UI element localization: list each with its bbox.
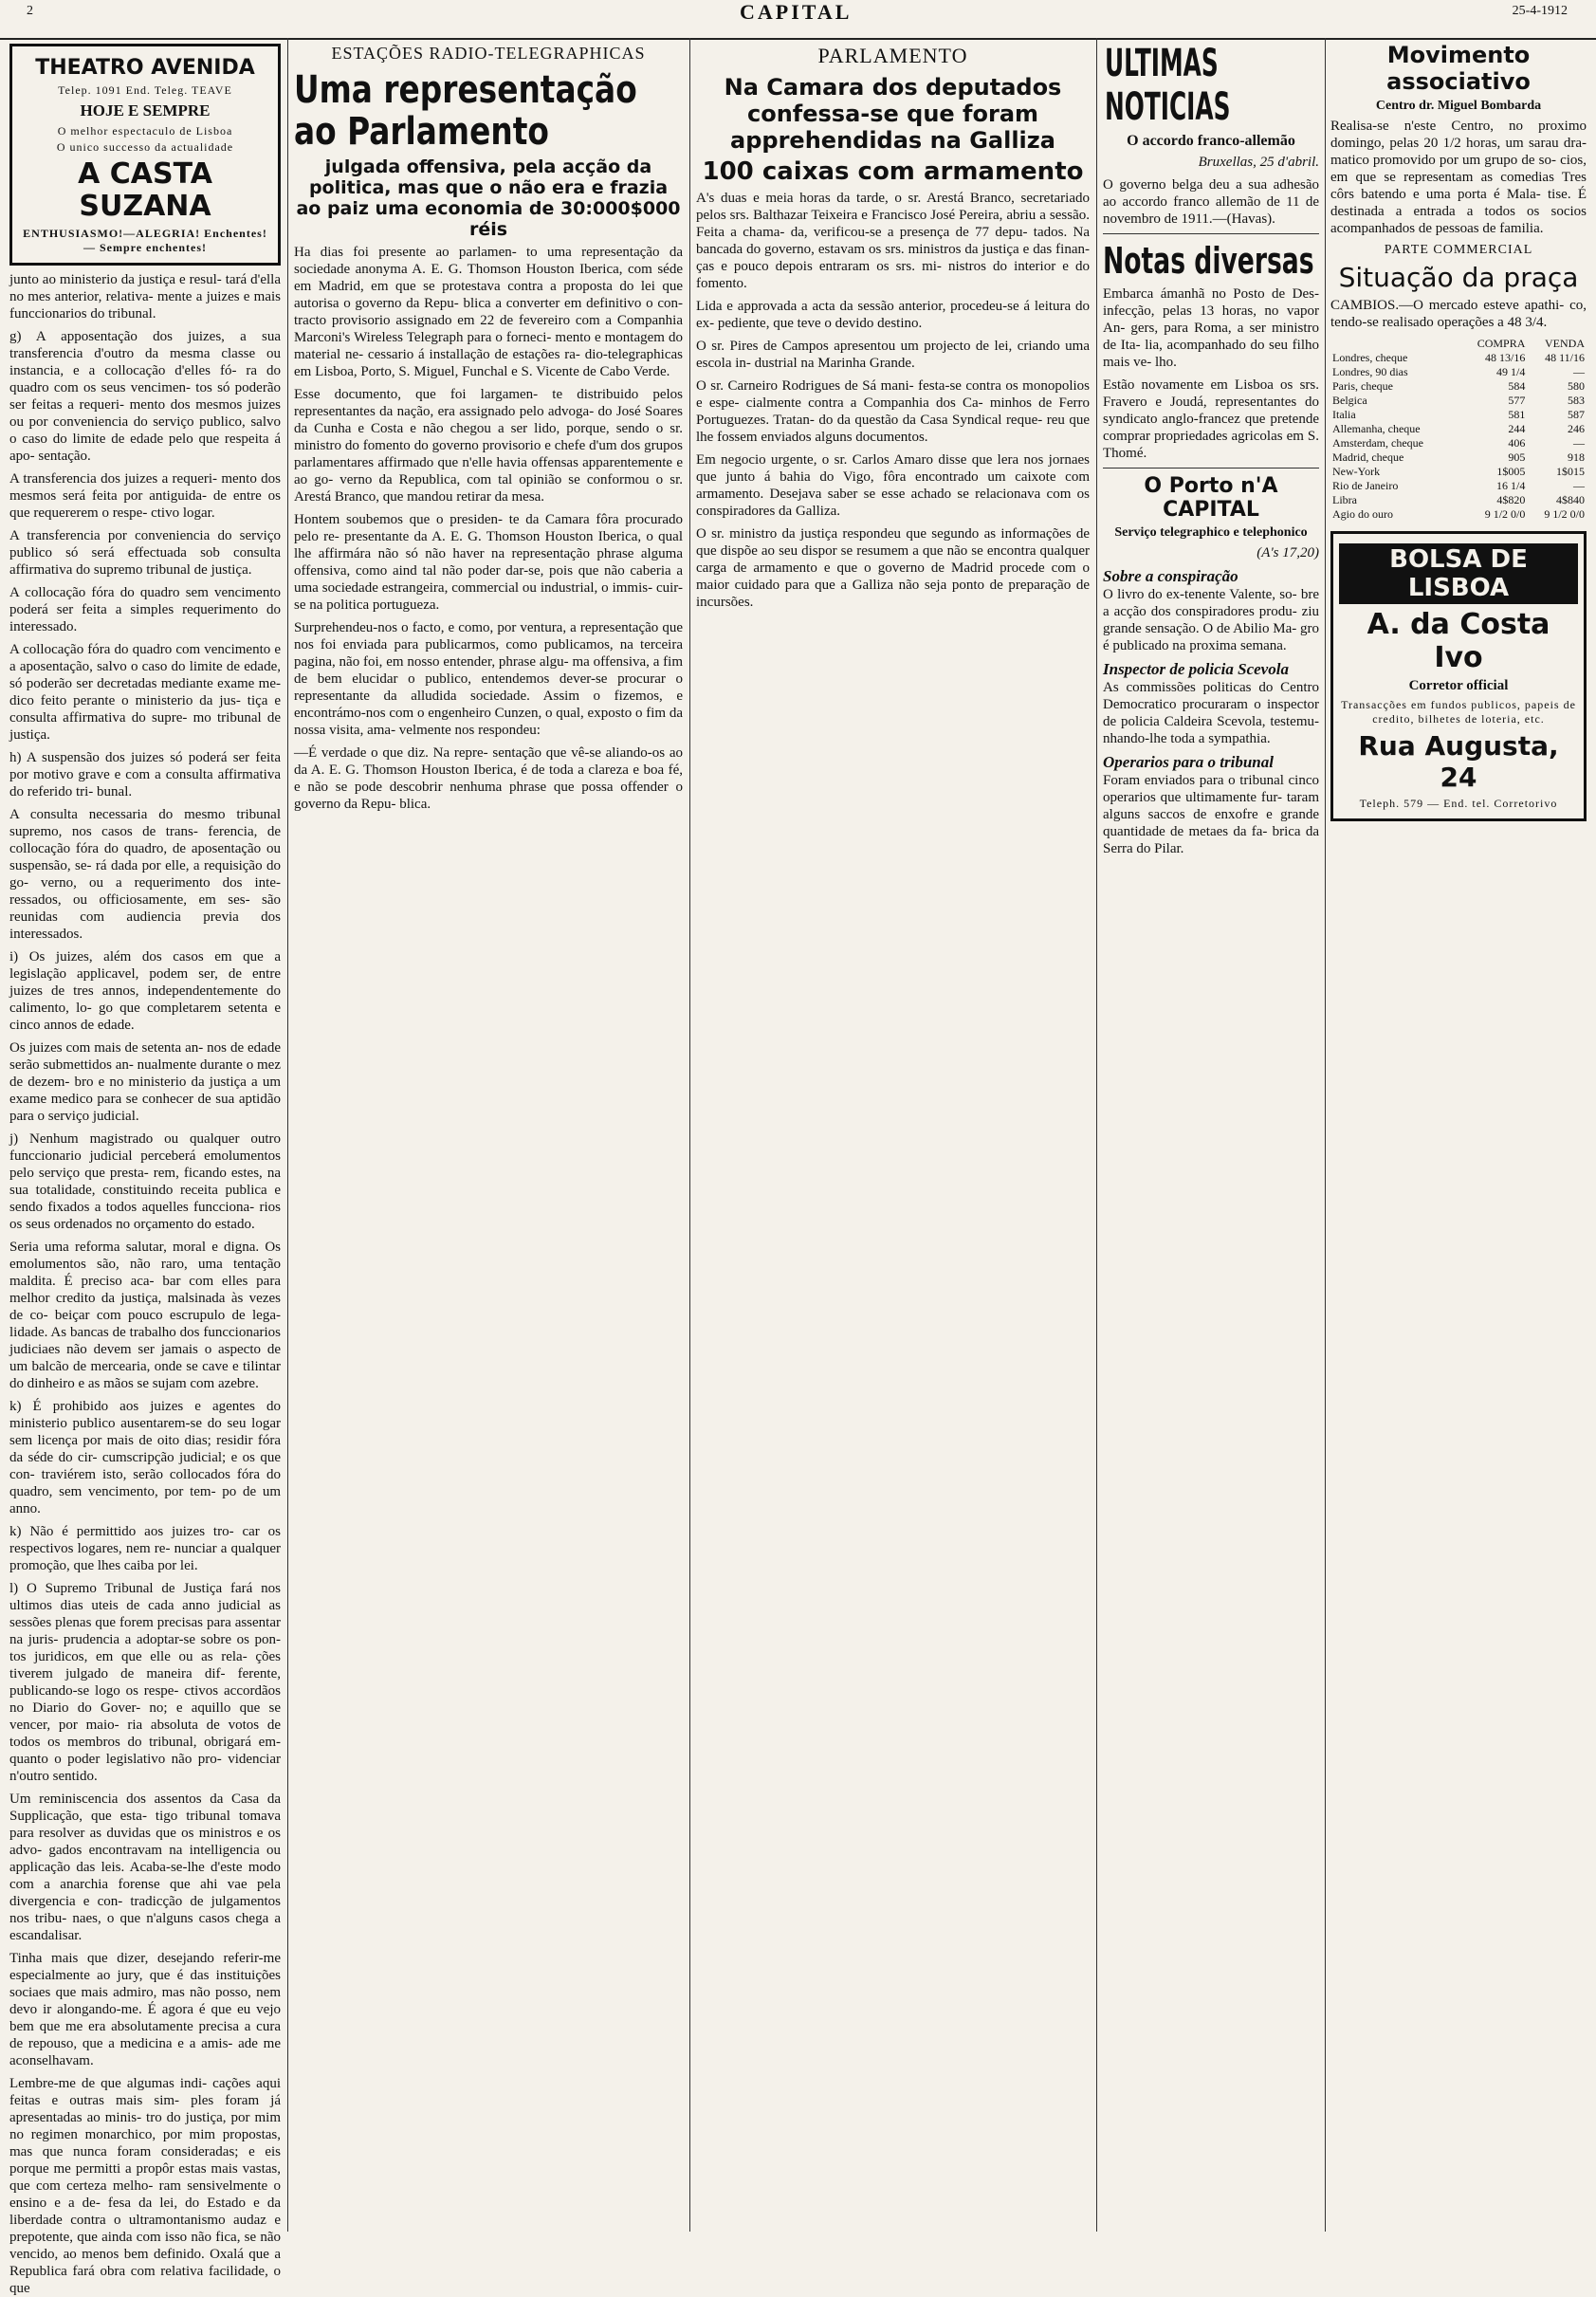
situacao-title: Situação da praça	[1338, 262, 1579, 293]
deck: julgada offensiva, pela acção da politica, mas que o não era e frazia ao paiz uma economia de 30:000$000 réis	[296, 156, 681, 240]
table-row: Libra 4$820 4$840	[1332, 493, 1585, 506]
dateline: Bruxellas, 25 d'abril.	[1198, 155, 1319, 170]
article-paragraph: j) Nenhum magistrado ou qualquer outro funccionario judicial perceberá emolumentos pelo serviço que presta- rem, ficando estes, na sua totalidade, constituindo receita publica e sendo fixados a todos aquelles funcciona- rios os seus ordenados no orçamento do estado.	[9, 1131, 281, 1232]
bolsa-role: Corretor official	[1408, 678, 1509, 693]
exchange-table	[1330, 337, 1587, 522]
article-paragraph: l) O Supremo Tribunal de Justiça fará nos ultimos dias uteis de cada anno judicial as sessões plenas que forem precisas para assentar na juris- prudencia a adoptar-se sobre os pon- tos juridicos, em que elle ou as rela- ções tiverem julgado de maneira dif- ferente, publicando-se logo os respe- ctivos accordãos no Diario do Gover- no; e aquillo que se vencer, por maio- ria absoluta de votos de todos os membros do tribunal, obrigará em- quanto o poder legislativo não pro- videnciar n'outro sentido.	[9, 1581, 281, 1784]
table-row: Rio de Janeiro 16 1/4 —	[1332, 479, 1585, 492]
article-paragraph: Em negocio urgente, o sr. Carlos Amaro disse que lera nos jornaes que junto á bahia do Vigo, fôra encontrado um caixote com armamento. Desejava saber se esse achado se relacionava com os conspiradores da Galliza.	[696, 452, 1090, 519]
table-row: Madrid, cheque 905 918	[1332, 450, 1585, 464]
theatre-sub: HOJE E SEMPRE	[80, 101, 211, 119]
article-paragraph: A consulta necessaria do mesmo tribunal supremo, nos casos de trans- ferencia, de collocação fóra do quadro, de aposentação ou suspensão, se- rá dada por elle, a requisição do go- verno, ou a requerimento dos inte- ressados, ou officiosamente, em ses- são reunidas com audiencia previa dos interessados.	[9, 807, 281, 942]
bolsa-title: BOLSA DE LISBOA	[1339, 543, 1578, 604]
masthead	[0, 0, 1596, 40]
table-row: Paris, cheque 584 580	[1332, 379, 1585, 393]
bolsa-phone: Teleph. 579 — End. tel. Corretorivo	[1359, 797, 1558, 810]
article-paragraph: Surprehendeu-nos o facto, e como, por ventura, a representação que nos foi enviada para publicarmos, como publicamos, na terceira pagina, não foi, em nosso entender, phrase algu- ma offensiva, a fim de bem elucidar o publico, entendemos dever-se procurar o representante da alludida sociedade. Assim o fizemos, e encontrámo-nos com o engenheiro Cunzen, o qual, exposto o fim da nossa visita, ama- velmente nos respondeu:	[294, 620, 683, 738]
news-text: Estão novamente em Lisboa os srs. Fravero e Joudá, representantes do syndicato anglo-francez que pretende comprar propriedades agricolas em S. Thomé.	[1103, 377, 1319, 461]
article-paragraph: k) É prohibido aos juizes e agentes do ministerio publico ausentarem-se do seu logar sem licença por mais de oito dias; residir fóra da séde do cir- cumscripção judicial; e os que con- traviérem isto, serão collocados fóra do quadro, sem vencimento, por tem- po de um anno.	[9, 1399, 281, 1516]
article-paragraph: A transferencia por conveniencia do serviço publico só será effectuada sob consulta affirmativa do supremo tribunal de justiça.	[9, 528, 281, 578]
section-title: Sobre a conspiração	[1103, 567, 1238, 585]
porto-title: O Porto n'A CAPITAL	[1144, 474, 1278, 522]
article-paragraph: A's duas e meia horas da tarde, o sr. Arestá Branco, secretariado pelos srs. Balthazar Teixeira e Francisco José Pereira, abriu a sessão. Feita a chama- da, verificou-se a presença de 77 depu- tados. Na bancada do governo, estavam os srs. ministros da justiça e das finan- ças e pouco depois entraram os srs. mi- nistros do interior e do fomento.	[696, 191, 1090, 291]
article-paragraph: A collocação fóra do quadro com vencimento e a aposentação, salvo o caso do limite de edade, só poderão ser decretadas mediante exame me- dico feito perante o ministerio da jus- tiça e consulta affirmativa do supre- mo tribunal de justiça.	[9, 642, 281, 743]
assoc-sub: Centro dr. Miguel Bombarda	[1375, 99, 1542, 113]
article-paragraph: O sr. ministro da justiça respondeu que segundo as informações de que dispõe ao seu dispor se resumem a que não se encontra qualquer carga de armamento e que o governo de Madrid procede com o maior cuidado para que a Galliza não seja ponto de preparação de incursões.	[696, 526, 1090, 610]
article-paragraph: Lembre-me de que algumas indi- cações aqui feitas e outras mais sim- ples foram já apresentadas ao minis- tro do justiça, por mim no regimen monarchico, por mim propostas, mas que nunca foram consideradas; e eis porque me permitti a propôr estas mais vastas, que com certeza melho- ram sensivelmente o ensino e a de- fesa da lei, do Estado e da liberdade contra o ultramontanismo audaz e prepotente, que ainda com isso não fica, se não vencido, ao menos bem definido. Oxalá que a Republica fará obra com relativa facilidade, o que	[9, 2076, 281, 2296]
section-title: Inspector de policia Scevola	[1103, 660, 1289, 678]
article-paragraph: Tinha mais que dizer, desejando referir-me especialmente ao jury, que é das instituições sociaes que mais admiro, mas não posso, nem devo ir alongando-me. É agora é que eu vejo bem que me era absolutamente precisa a cura de repouso, que a medicina e a amis- ade me aconselhavam.	[9, 1951, 281, 2068]
article-paragraph: O sr. Pires de Campos apresentou um projecto de lei, criando uma escola in- dustrial na Marinha Grande.	[696, 339, 1090, 371]
table-row: Italia 581 587	[1332, 408, 1585, 421]
table-row: Londres, 90 dias 49 1/4 —	[1332, 365, 1585, 378]
parte-commercial: PARTE COMMERCIAL	[1384, 243, 1533, 257]
section-kicker: PARLAMENTO	[817, 44, 968, 67]
page-number: 2	[27, 4, 33, 18]
column-4	[1103, 38, 1319, 2232]
article-paragraph: g) A apposentação dos juizes, a sua transferencia d'outro da mesma classe ou instancia, e a collocação d'elles fó- ra do quadro com os seus vencimen- tos só poderão ser feitas a requeri- mento dos mesmos juizes ou por conveniencia do serviço publico, salvo o caso do limite de edade pelo que respeita á apo- sentação.	[9, 329, 281, 464]
assoc-text: Realisa-se n'este Centro, no proximo domingo, pelas 20 1/2 horas, um sarau dra- matico promovido por um grupo de so- cios, em que se representam as comedias Tres côrs batendo e uma porta é Mala- tise. É destinada a entrada a todos os socios acompanhados de pessoas de familia.	[1330, 119, 1587, 236]
notas-title: Notas diversas	[1103, 240, 1314, 282]
theatre-tag2: O unico successo da actualidade	[56, 140, 234, 154]
theatre-ad	[9, 44, 281, 266]
column-2	[294, 38, 683, 2232]
play-title: A CASTA SUZANA	[78, 157, 212, 223]
bolsa-name: A. da Costa Ivo	[1367, 608, 1550, 674]
theatre-tag: O melhor espectaculo de Lisboa	[57, 124, 233, 138]
article-paragraph: Os juizes com mais de setenta an- nos de edade serão submettidos an- nualmente durante o mez de dezem- bro e no ministerio da justiça a um exame medico para se conhecer de sua aptidão para o serviço judicial.	[9, 1040, 281, 1124]
headline: Uma representação ao Parlamento	[294, 68, 637, 154]
table-row: Londres, cheque 48 13/16 48 11/16	[1332, 351, 1585, 364]
banner-title: ULTIMAS NOTICIAS	[1105, 42, 1231, 129]
cambios-text: CAMBIOS.—O mercado esteve apathi- co, tendo-se realisado operações a 48 3/4.	[1330, 298, 1587, 330]
article-paragraph: k) Não é permittido aos juizes tro- car os respectivos logares, nem re- nunciar a qualquer promoção, que lhes caiba por lei.	[9, 1524, 281, 1573]
column-1	[9, 38, 281, 2296]
theatre-closing: ENTHUSIASMO!—ALEGRIA! Enchentes! — Sempre enchentes!	[23, 227, 267, 254]
porto-time: (A's 17,20)	[1257, 545, 1319, 560]
sub-heading: O accordo franco-allemão	[1127, 133, 1295, 149]
article-paragraph: i) Os juizes, além dos casos em que a legislação applicavel, podem ser, de entre juizes de tres annos, independentemente do calimento, lo- go que completarem setenta e cinco annos de edade.	[9, 949, 281, 1033]
bolsa-desc: Transacções em fundos publicos, papeis de credito, bilhetes de loteria, etc.	[1341, 698, 1576, 726]
table-row: Agio do ouro 9 1/2 0/0 9 1/2 0/0	[1332, 507, 1585, 521]
theatre-phone: Telep. 1091 End. Teleg. TEAVE	[58, 83, 232, 97]
article-paragraph: O sr. Carneiro Rodrigues de Sá mani- festa-se contra os monopolios e espe- cialmente contra a Companhia dos Ca- minhos de Ferro Portuguezes. Tratan- do da questão da Casa Syndical reque- reu que lhe fossem enviados alguns documentos.	[696, 378, 1090, 445]
article-paragraph: A transferencia dos juizes a requeri- mento dos mesmos será feita por antiguida- de entre os que requererem o respe- ctivo logar.	[9, 471, 281, 521]
table-row: New-York 1$005 1$015	[1332, 465, 1585, 478]
article-paragraph: Seria uma reforma salutar, moral e digna. Os emolumentos são, não raro, uma tentação maldita. É preciso aca- bar com elles para melhor credito da justiça, malsinada às vezes de co- beiçar com pouco escrupulo de lega- lidade. As bancas de trabalho dos funccionarios judiciaes não devem ser jamais o aspecto de um balcão de mercearia, onde se cave e tilintar do dinheiro e as mãos se sujam com azebre.	[9, 1240, 281, 1391]
table-row: Belgica 577 583	[1332, 394, 1585, 407]
news-text: O governo belga deu a sua adhesão ao accordo franco allemão de 11 de novembro de 1911.—(Havas).	[1103, 177, 1319, 227]
table-row: Allemanha, cheque 244 246	[1332, 422, 1585, 435]
table-row: Amsterdam, cheque 406 —	[1332, 436, 1585, 450]
theatre-name: THEATRO AVENIDA	[35, 56, 255, 80]
assoc-title: Movimento associativo	[1386, 42, 1531, 95]
section-text: Foram enviados para o tribunal cinco operarios que ultimamente fur- taram alguns saccos de enxofre e grande quantidade de metaes da fa- brica da Serra do Pilar.	[1103, 773, 1319, 856]
article-paragraph: Lida e approvada a acta da sessão anterior, procedeu-se á leitura do ex- pediente, que teve o devido destino.	[696, 299, 1090, 331]
headline: Na Camara dos deputados confessa-se que foram apprehendidas na Galliza	[724, 74, 1062, 154]
article-paragraph: Ha dias foi presente ao parlamen- to uma representação da sociedade anonyma A. E. G. Thomson Houston Iberica, com séde em Madrid, em que se protestava contra a proposta do lei que autorisa o governo da Repu- blica a converter em definitivo o con- tracto provisorio assignado em 22 de fevereiro com a Companhia Marconi's Wireless Telegraph para o forneci- mento e montagem do material ne- cessario á installação de estações ra- dio-telegraphicas em Lisboa, Porto, S. Miguel, Funchal e S. Vicente de Cabo Verde.	[294, 245, 683, 379]
article-paragraph: h) A suspensão dos juizes só poderá ser feita por motivo grave e com a consulta affirmativa do referido tri- bunal.	[9, 750, 281, 799]
column-5	[1330, 38, 1587, 2232]
section-text: O livro do ex-tenente Valente, so- bre a acção dos conspiradores produ- ziu grande sensação. O de Abilio Ma- gro é publicado na proxima semana.	[1103, 587, 1319, 653]
newspaper-name: CAPITAL	[740, 0, 853, 24]
section-text: As commissões politicas do Centro Democratico procuraram o inspector de policia Caldeira Scevola, testemu- nhando-lhe toda a sympathia.	[1103, 680, 1319, 746]
article-paragraph: —É verdade o que diz. Na repre- sentação que vê-se aliando-os ao da A. E. G. Thomson Houston Iberica, é de toda a clareza e boa fé, e não se pode descobrir nenhuma phrase que possa offender o governo da Repu- blica.	[294, 745, 683, 812]
porto-sub: Serviço telegraphico e telephonico	[1114, 525, 1308, 540]
bolsa-ad	[1330, 531, 1587, 821]
article-paragraph: Um reminiscencia dos assentos da Casa da Supplicação, que esta- tigo tribunal tomava para resolver as duvidas que os ministros e os advo- gados encontravam na intelligencia ou applicação das leis. Acaba-se-lhe d'este modo com a anarchia forense que ahi vae pela divergencia e con- tradicção de julgamentos nos tribu- naes, o que n'alguns casos chega a escandalisar.	[9, 1792, 281, 1943]
article-paragraph: A collocação fóra do quadro sem vencimento poderá ser feita a simples requerimento do interessado.	[9, 585, 281, 634]
news-text: Embarca ámanhã no Posto de Des- infecção, pelas 13 horas, no vapor An- gers, para Roma, a ser ministro de Ita- lia, acompanhado do seu filho mais ve- lho.	[1103, 286, 1319, 370]
bolsa-address: Rua Augusta, 24	[1358, 730, 1559, 793]
column-3	[696, 38, 1090, 2232]
section-title: Operarios para o tribunal	[1103, 753, 1274, 771]
headline-2: 100 caixas com armamento	[702, 157, 1084, 186]
section-kicker: ESTAÇÕES RADIO-TELEGRAPHICAS	[331, 44, 646, 63]
article-paragraph: Hontem soubemos que o presiden- te da Camara fôra procurado pelo re- presentante da A. E. G. Thomson Houston Iberica, o qual lhe affirmára não só não haver na representação phrase alguma offensiva, como aind tal não poder dar-se, pois que não caberia a uma sociedade estrangeira, commercial ou industrial, o immis- cuir-se na politica portugueza.	[294, 512, 683, 613]
article-paragraph: junto ao ministerio da justiça e resul- tará d'ella no mes anterior, relativa- mente a juizes e mais funccionarios do tribunal.	[9, 272, 281, 322]
article-paragraph: Esse documento, que foi largamen- te distribuido pelos representantes da nação, era assignado pelo advoga- do José Soares da Cunha e Costa e não chegou a ser lido, porque, sendo o sr. ministro do fomento do governo provisorio e chefe d'um dos grupos parlamentares affirmado que n'elle havia offensas apparentemente e ao go- verno da Republica, com tal opinião se conformou o sr. Arestá Branco, que mandou retirar da mesa.	[294, 387, 683, 505]
table-header: COMPRA VENDA	[1477, 337, 1585, 350]
issue-date: 25-4-1912	[1512, 4, 1568, 18]
